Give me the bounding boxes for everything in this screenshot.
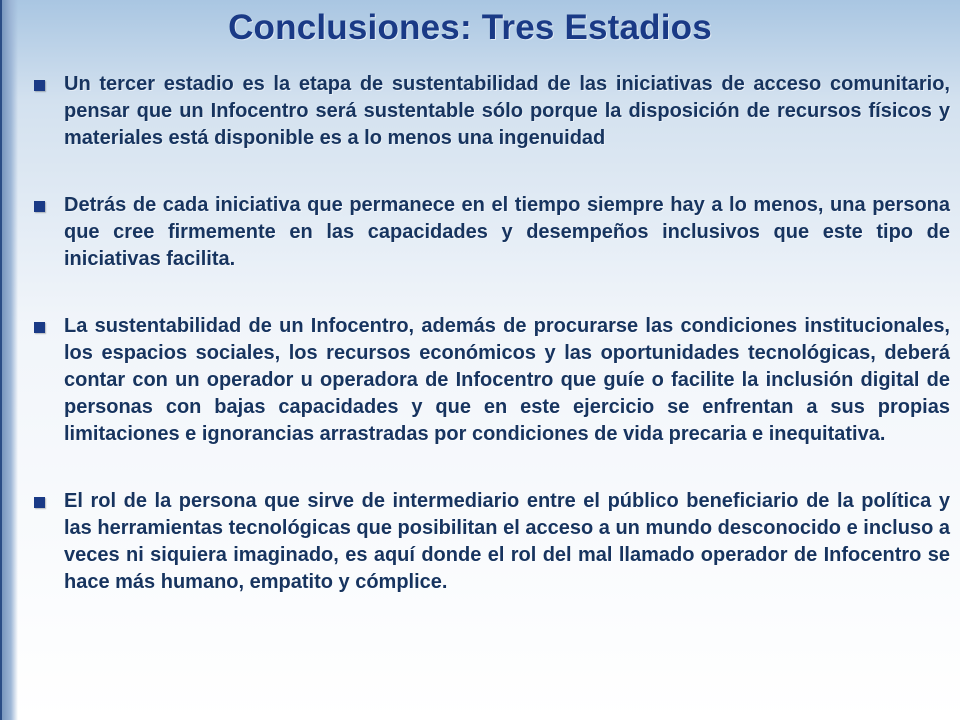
bullet-text: El rol de la persona que sirve de intermediario entre el público beneficiario de la política y las herramientas tecnológicas que posibilitan el acceso a un mundo desconocido e incluso a veces ni siquiera imaginado, es aquí donde el rol del mal llamado operador de Infocentro se hace más humano, empatito y cómplice. <box>64 490 950 593</box>
bullet-list <box>34 71 950 596</box>
bullet-item <box>34 71 950 152</box>
bullet-text: Detrás de cada iniciativa que permanece en el tiempo siempre hay a lo menos, una persona que cree firmemente en las capacidades y desempeños inclusivos que este tipo de iniciativas facilita. <box>64 194 950 270</box>
bullet-item <box>34 488 950 596</box>
square-bullet-icon <box>34 497 45 508</box>
decorative-left-strip <box>0 0 18 720</box>
square-bullet-icon <box>34 201 45 212</box>
bullet-item <box>34 313 950 448</box>
square-bullet-icon <box>34 80 45 91</box>
bullet-text: La sustentabilidad de un Infocentro, además de procurarse las condiciones institucionales, los espacios sociales, los recursos económicos y las oportunidades tecnológicas, deberá contar con un operador u operadora de Infocentro que guíe o facilite la inclusión digital de personas con bajas capacidades y que en este ejercicio se enfrentan a sus propias limitaciones e ignorancias arrastradas por condiciones de vida precaria e inequitativa. <box>64 315 950 445</box>
slide-title: Conclusiones: Tres Estadios <box>228 8 712 47</box>
bullet-text: Un tercer estadio es la etapa de sustentabilidad de las iniciativas de acceso comunitario, pensar que un Infocentro será sustentable sólo porque la disposición de recursos físicos y materiales está disponible es a lo menos una ingenuidad <box>64 73 950 149</box>
square-bullet-icon <box>34 322 45 333</box>
bullet-item <box>34 192 950 273</box>
